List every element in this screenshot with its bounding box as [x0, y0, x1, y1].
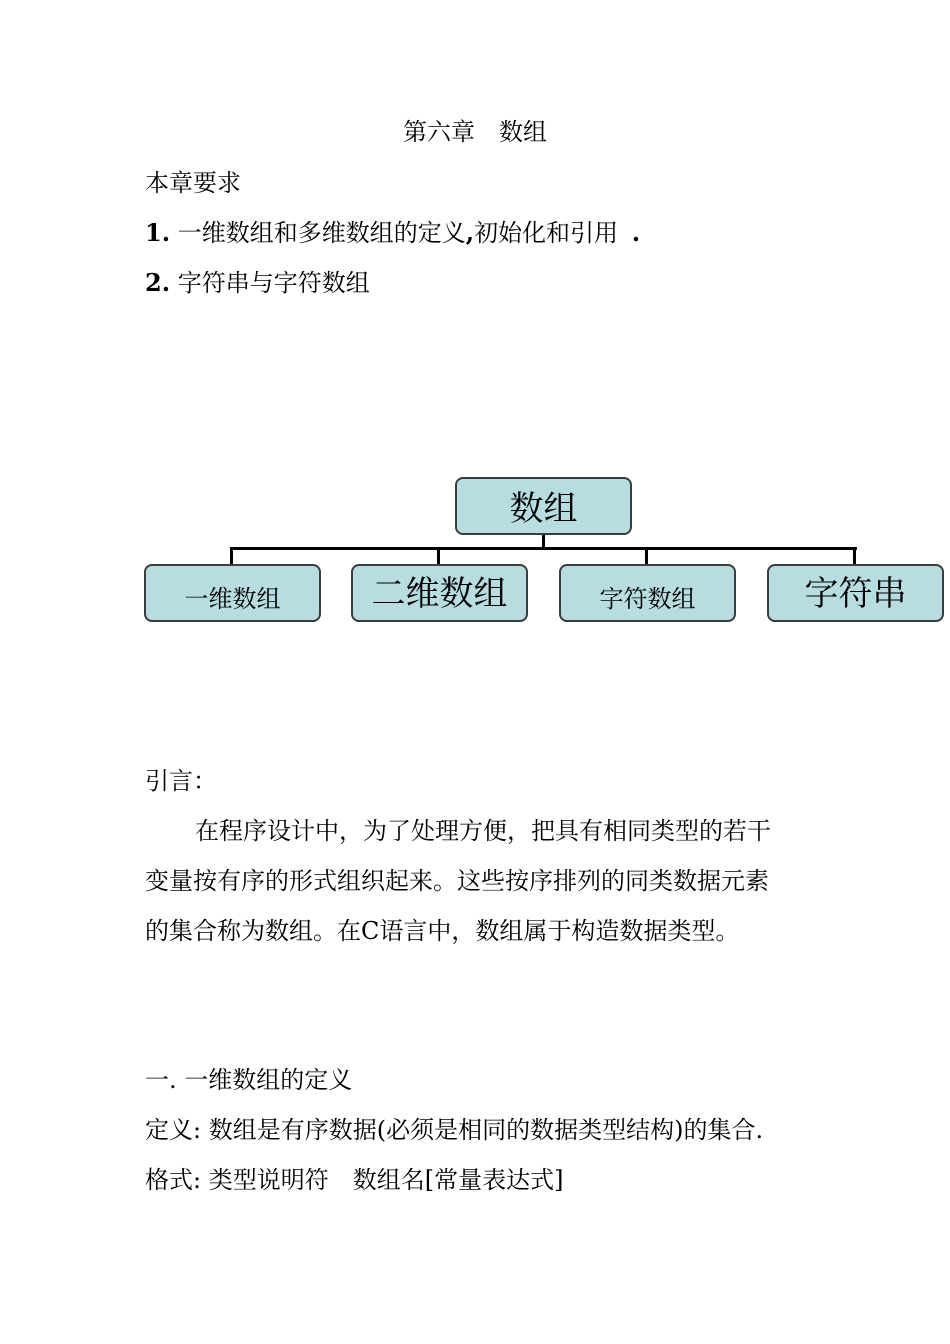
diagram-node-two-dim: 二维数组 — [351, 564, 528, 622]
format-line — [145, 1164, 563, 1196]
section-heading — [145, 1064, 352, 1096]
definition-text: 数组是有序数据(必须是相同的数据类型结构)的集合. — [208, 1116, 764, 1144]
format-text: 类型说明符 数组名[常量表达式] — [208, 1166, 564, 1194]
connector-drop-3 — [645, 547, 648, 565]
requirement-number: 1. — [145, 218, 171, 247]
requirement-period: . — [631, 218, 641, 247]
connector-drop-1 — [230, 547, 233, 565]
format-label: 格式: — [145, 1166, 202, 1194]
intro-line-2: 变量按有序的形式组织起来。这些按序排列的同类数据元素 — [145, 867, 769, 895]
chapter-title: 第六章 数组 — [403, 118, 547, 146]
connector-horizontal — [230, 547, 857, 550]
section-number: 一. — [145, 1066, 177, 1094]
diagram-node-string: 字符串 — [767, 564, 944, 622]
intro-line-3: 的集合称为数组。在C语言中，数组属于构造数据类型。 — [145, 917, 740, 945]
diagram-node-one-dim: 一维数组 — [144, 564, 321, 622]
definition-label: 定义: — [145, 1116, 202, 1144]
connector-drop-2 — [437, 547, 440, 565]
diagram-node-char-array: 字符数组 — [559, 564, 736, 622]
requirement-number: 2. — [145, 268, 171, 297]
requirements-heading: 本章要求 — [145, 169, 241, 197]
requirement-item-2 — [145, 267, 370, 299]
connector-drop-4 — [853, 547, 856, 565]
section-title: 一维数组的定义 — [184, 1066, 353, 1094]
definition-line — [145, 1114, 763, 1146]
requirement-text: 一维数组和多维数组的定义 — [177, 219, 466, 247]
requirement-text: 字符串与字符数组 — [177, 269, 370, 297]
intro-heading: 引言： — [145, 767, 217, 795]
intro-line-1: 在程序设计中，为了处理方便，把具有相同类型的若干 — [195, 817, 771, 845]
requirement-comma: , — [465, 218, 475, 247]
requirement-text-cont: 初始化和引用 — [474, 219, 619, 247]
requirement-item-1 — [145, 217, 640, 249]
diagram-root-node: 数组 — [455, 477, 632, 535]
